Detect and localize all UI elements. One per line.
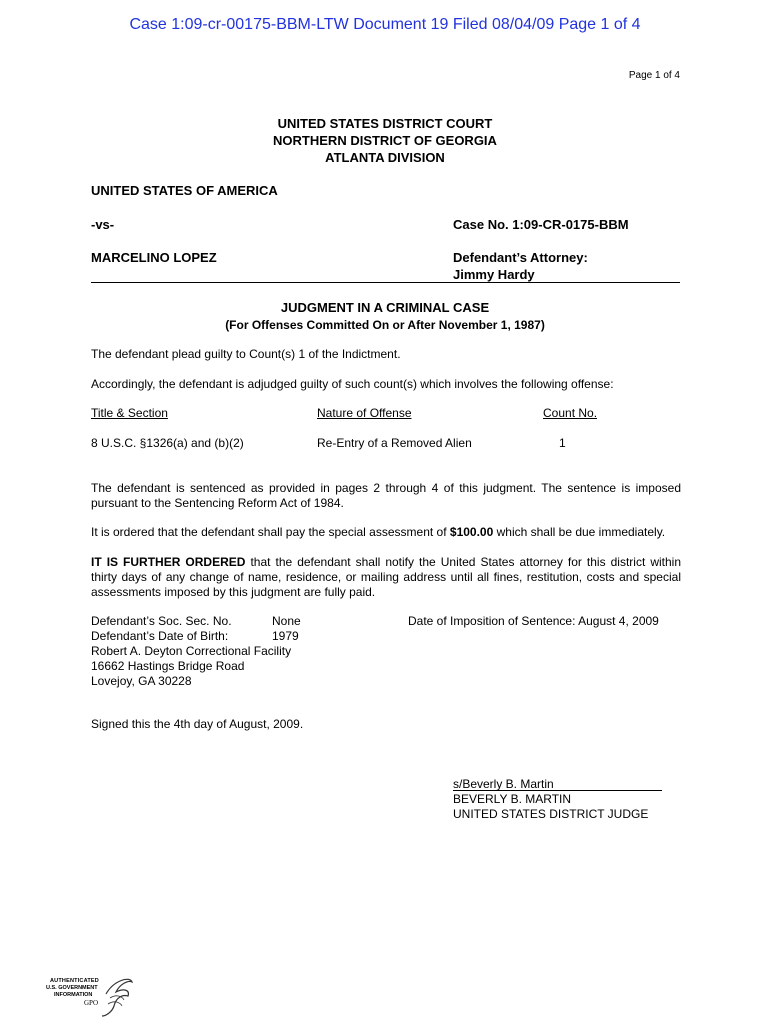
ecf-header-stamp: Case 1:09-cr-00175-BBM-LTW Document 19 Filed 08/04/09 Page 1 of 4	[129, 16, 641, 33]
court-division: ATLANTA DIVISION	[325, 150, 445, 165]
facility-name: Robert A. Deyton Correctional Facility	[91, 644, 292, 658]
assessment-text-before: It is ordered that the defendant shall pay the special assessment of	[91, 525, 450, 539]
attorney-label: Defendant’s Attorney:	[453, 250, 588, 265]
plea-statement: The defendant plead guilty to Count(s) 1 of the Indictment.	[91, 347, 401, 361]
dob-value: 1979	[272, 629, 299, 643]
judge-name: BEVERLY B. MARTIN	[453, 792, 572, 806]
page-number: Page 1 of 4	[628, 70, 680, 81]
offense-count: 1	[559, 436, 566, 450]
ssn-value: None	[272, 614, 301, 628]
offense-header-title: Title & Section	[91, 406, 168, 420]
dob-label: Defendant’s Date of Birth:	[91, 629, 229, 643]
further-ordered-text: that the defendant shall notify the United States attorney for this district within thirty days of any change of name, residence, or mailing address until all fines, restitution, costs and special assessments imposed by this judgment are fully paid.	[91, 555, 681, 599]
sentence-paragraph: The defendant is sentenced as provided in pages 2 through 4 of this judgment. The sentence is imposed pursuant to the Sentencing Reform Act of 1984.	[91, 481, 681, 510]
facility-street: 16662 Hastings Bridge Road	[91, 659, 245, 673]
offense-nature: Re-Entry of a Removed Alien	[317, 436, 472, 450]
seal-line-1: AUTHENTICATED	[50, 978, 99, 984]
further-ordered-lead: IT IS FURTHER ORDERED	[91, 555, 246, 569]
case-number: Case No. 1:09-CR-0175-BBM	[453, 217, 629, 232]
caption-divider	[91, 282, 680, 283]
offense-header-nature: Nature of Offense	[317, 406, 412, 420]
ssn-label: Defendant’s Soc. Sec. No.	[91, 614, 232, 628]
court-district: NORTHERN DISTRICT OF GEORGIA	[273, 133, 497, 148]
assessment-text-after: which shall be due immediately.	[493, 525, 666, 539]
electronic-signature: s/Beverly B. Martin	[453, 777, 554, 791]
versus-label: -vs-	[91, 217, 115, 232]
attorney-name: Jimmy Hardy	[453, 267, 535, 282]
seal-line-3: INFORMATION	[54, 992, 93, 998]
signature-line	[453, 790, 662, 791]
further-ordered-paragraph	[91, 555, 681, 600]
assessment-paragraph	[91, 525, 681, 540]
judge-title: UNITED STATES DISTRICT JUDGE	[453, 807, 649, 821]
gpo-authentication-seal	[44, 972, 134, 1018]
assessment-amount: $100.00	[449, 525, 494, 539]
seal-line-4: GPO	[84, 999, 99, 1007]
adjudication-statement: Accordingly, the defendant is adjudged guilty of such count(s) which involves the following offense:	[91, 377, 614, 391]
facility-city: Lovejoy, GA 30228	[91, 674, 192, 688]
plaintiff-name: UNITED STATES OF AMERICA	[91, 183, 278, 198]
document-title: JUDGMENT IN A CRIMINAL CASE	[280, 300, 490, 315]
seal-line-2: U.S. GOVERNMENT	[46, 985, 98, 991]
document-subtitle: (For Offenses Committed On or After November 1, 1987)	[225, 318, 545, 332]
offense-title-section: 8 U.S.C. §1326(a) and (b)(2)	[91, 436, 244, 450]
imposition-date: Date of Imposition of Sentence: August 4, 2009	[408, 614, 659, 628]
offense-header-count: Count No.	[543, 406, 598, 420]
defendant-name: MARCELINO LOPEZ	[91, 250, 217, 265]
court-name: UNITED STATES DISTRICT COURT	[277, 116, 493, 131]
signed-date: Signed this the 4th day of August, 2009.	[91, 717, 304, 731]
